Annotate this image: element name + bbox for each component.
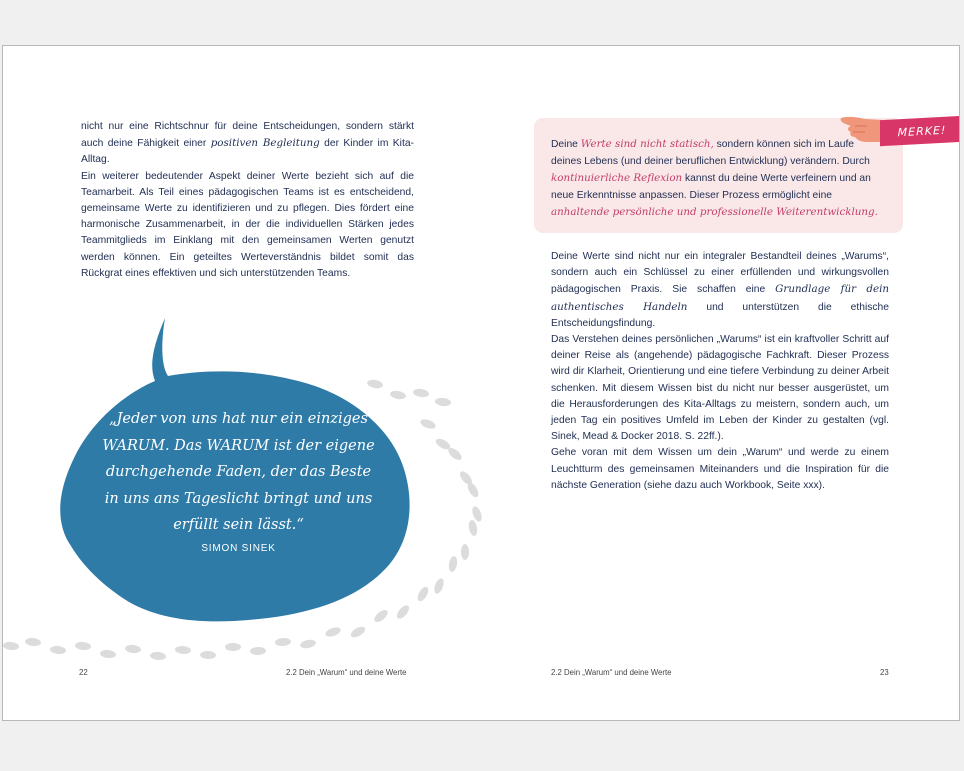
right-paragraph-3: Gehe voran mit dem Wissen um dein „Warum“ und werde zu einem Leuchtturm des gemeinsamen Miteinanders und die Inspiration für die nächste Generation (siehe dazu auch Workbook, Seite xxx).: [551, 447, 889, 491]
merke-text: Deine Werte sind nicht statisch, sondern können sich im Laufe deines Lebens (und deiner beruflichen Entwicklung) verändern. Durch kontinuierliche Reflexion kannst du deine Werte verfeinern und an neue Erkenntnisse anpassen. Dieser Prozess ermöglicht eine anhaltende persönliche und professionelle Weiterentwicklung.: [551, 138, 878, 219]
quote-author: SIMON SINEK: [201, 542, 276, 554]
quote-block: [101, 406, 376, 554]
left-page: [3, 46, 482, 721]
running-title-left: 2.2 Dein „Warum“ und deine Werte: [286, 668, 407, 677]
highlight-werte-nicht-statisch: Werte sind nicht statisch,: [580, 138, 714, 150]
right-body-text: [551, 249, 889, 494]
right-paragraph-2: Das Verstehen deines persönlichen „Warums“ ist ein kraftvoller Schritt auf deiner Reise als (angehende) pädagogische Fachkraft. Dieser Prozess wird dir Klarheit, Orientierung und eine tiefere Verbindung zu deiner Arbeit schenken. Mit diesem Wissen bist du nicht nur besser ausgerüstet, um die Herausforderungen des Kita-Alltags zu meistern, sondern auch, um jeden Tag ein positives Umfeld im Leben der Kinder zu gestalten (vgl. Sinek, Mead & Docker 2018. S. 22ff.).: [551, 334, 889, 443]
book-spread: [2, 45, 960, 721]
left-paragraph-2: Ein weiterer bedeutender Aspekt deiner Werte bezieht sich auf die Teamarbeit. Als Teil eines pädagogischen Teams ist es entscheidend, gemeinsame Werte zu identifizieren und zu pflegen. Dies fördert eine harmonische Zusammenarbeit, in der die individuellen Stärken jedes Teammitglieds im Einklang mit den gemeinsamen Werten genutzt werden können. Ein geteiltes Werteverständnis bildet somit das Rückgrat eines effektiven und sich unterstützenden Teams.: [81, 170, 414, 279]
highlight-kontinuierliche-reflexion: kontinuierliche Reflexion: [551, 172, 683, 185]
highlight-positive-begleitung: positiven Begleitung: [210, 137, 320, 150]
running-title-right: 2.2 Dein „Warum“ und deine Werte: [551, 668, 672, 677]
right-page: [482, 46, 960, 721]
quote-text: „Jeder von uns hat nur ein einziges WARUM. Das WARUM ist der eigene durchgehende Faden, der das Beste in uns ans Tageslicht bringt und uns erfüllt sein lässt.“: [102, 411, 375, 533]
page-number-right: 23: [880, 668, 889, 677]
left-paragraph-1: nicht nur eine Richtschnur für deine Entscheidungen, sondern stärkt auch deine Fähigkeit einer positiven Begleitung der Kinder im Kita-Alltag.: [81, 121, 414, 166]
highlight-grundlage: Grundlage für dein authentisches Handeln: [551, 283, 889, 313]
merke-label: MERKE!: [880, 116, 960, 146]
page-number-left: 22: [79, 668, 88, 677]
right-paragraph-1: Deine Werte sind nicht nur ein integraler Bestandteil deines „Warums“, sondern auch ein Schlüssel zu einer erfüllenden und wirkungsvollen pädagogischen Praxis. Sie schaffen eine Grundlage für dein authentisches Handeln und unterstützen die ethische Entscheidungsfindung.: [551, 251, 889, 329]
highlight-weiterentwicklung: anhaltende persönliche und professionelle Weiterentwicklung.: [551, 206, 878, 219]
speech-bubble: [3, 46, 482, 721]
